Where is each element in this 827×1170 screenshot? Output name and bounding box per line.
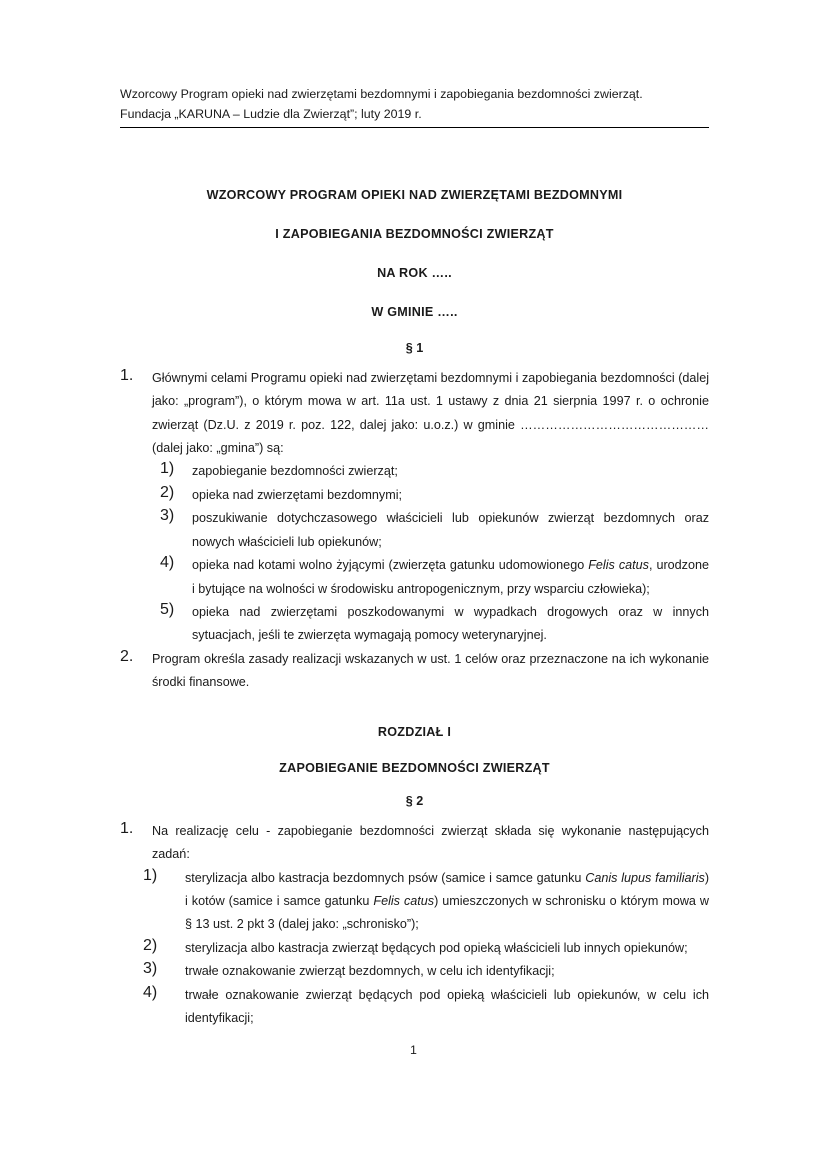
text-segment: sterylizacja albo kastracja bezdomnych psów (samice i samce gatunku xyxy=(185,870,586,885)
paragraph-mark-2: § 2 xyxy=(405,793,424,808)
list-item-text: poszukiwanie dotychczasowego właścicieli lub opiekunów zwierząt bezdomnych oraz nowych właścicieli lub opiekunów; xyxy=(192,511,709,549)
page-content xyxy=(120,84,709,1030)
paragraph-2-list xyxy=(120,820,709,1031)
species-name-italic: Felis catus xyxy=(373,893,435,908)
list-item xyxy=(143,937,709,960)
list-item-text: sterylizacja albo kastracja zwierząt będących pod opieką właścicieli lub innych opiekunów; xyxy=(185,940,688,955)
list-item-text: zapobieganie bezdomności zwierząt; xyxy=(192,464,398,479)
list-item-text xyxy=(185,867,709,937)
text-segment: , urodzone i bytujące na wolności w środowisku antropogenicznym, przy wsparciu człowieka); xyxy=(192,558,709,596)
list-marker: 3) xyxy=(143,960,158,978)
page-title-line-3: NA ROK ….. xyxy=(377,265,452,280)
list-marker: 4) xyxy=(143,983,158,1001)
paragraph-1-list xyxy=(120,367,709,695)
list-item-text xyxy=(192,554,709,601)
running-header xyxy=(120,84,709,128)
list-marker: 5) xyxy=(160,600,175,618)
list-item-text: trwałe oznakowanie zwierząt będących pod opieką właścicieli lub opiekunów, w celu ich identyfikacji; xyxy=(185,987,709,1026)
list-item xyxy=(160,554,709,601)
page-number: 1 xyxy=(410,1043,417,1057)
species-name-italic: Canis lupus familiaris xyxy=(585,870,705,885)
list-item xyxy=(143,960,709,983)
list-item xyxy=(160,507,709,554)
list-item xyxy=(160,484,709,507)
list-item xyxy=(160,460,709,483)
list-marker: 1. xyxy=(120,366,134,384)
list-item-text: Na realizację celu - zapobieganie bezdomności zwierząt składa się wykonanie następujących zadań: xyxy=(152,823,709,862)
list-marker: 2. xyxy=(120,647,134,665)
page-title-line-1: WZORCOWY PROGRAM OPIEKI NAD ZWIERZĘTAMI BEZDOMNYMI xyxy=(206,188,623,203)
text-segment: ) umieszczonych w schronisku o którym mowa w § 13 ust. 2 pkt 3 (dalej jako: „schronisko”); xyxy=(185,893,710,932)
list-marker: 2) xyxy=(143,936,158,954)
list-marker: 3) xyxy=(160,507,175,525)
list-item xyxy=(160,601,709,648)
list-item xyxy=(120,367,709,461)
list-item-text: opieka nad zwierzętami poszkodowanymi w wypadkach drogowych oraz w innych sytuacjach, jeśli te zwierzęta wymagają pomocy weterynaryjnej. xyxy=(192,604,709,643)
list-item xyxy=(143,984,709,1031)
list-marker: 1) xyxy=(143,866,158,884)
list-item-text: opieka nad zwierzętami bezdomnymi; xyxy=(192,487,402,502)
running-header-line-1: Wzorcowy Program opieki nad zwierzętami bezdomnymi i zapobiegania bezdomności zwierząt. xyxy=(120,87,643,101)
chapter-heading: ROZDZIAŁ I xyxy=(377,724,452,739)
list-marker: 4) xyxy=(160,554,175,572)
page-title-line-2: I ZAPOBIEGANIA BEZDOMNOŚCI ZWIERZĄT xyxy=(275,227,554,242)
list-marker: 2) xyxy=(160,483,175,501)
running-header-line-2: Fundacja „KARUNA – Ludzie dla Zwierząt”; luty 2019 r. xyxy=(120,107,422,122)
species-name-italic: Felis catus xyxy=(588,558,649,573)
list-item xyxy=(120,648,709,695)
list-item xyxy=(120,820,709,867)
document-title-block xyxy=(120,186,709,322)
text-segment: ) i kotów (samice i samce gatunku xyxy=(185,870,710,908)
list-marker: 1. xyxy=(120,819,134,837)
list-item-text: Program określa zasady realizacji wskazanych w ust. 1 celów oraz przeznaczone na ich wykonanie środki finansowe. xyxy=(152,651,709,690)
paragraph-mark-1: § 1 xyxy=(405,340,424,355)
list-item xyxy=(143,867,709,937)
list-item-text: trwałe oznakowanie zwierząt bezdomnych, w celu ich identyfikacji; xyxy=(185,964,555,979)
list-item-text: Głównymi celami Programu opieki nad zwierzętami bezdomnymi i zapobiegania bezdomności (dalej jako: „program”), o którym mowa w art. 11a ust. 1 ustawy z dnia 21 sierpnia 1997 r. o ochronie zwierząt (Dz.U. z 2019 r. poz. 122, dalej jako: u.o.z.) w gminie ……………………………………… (dalej jako: „gmina”) są: xyxy=(152,370,709,456)
text-segment: opieka nad kotami wolno żyjącymi (zwierzęta gatunku udomowionego xyxy=(192,558,589,573)
list-marker: 1) xyxy=(160,460,175,478)
chapter-subheading: ZAPOBIEGANIE BEZDOMNOŚCI ZWIERZĄT xyxy=(279,760,550,775)
page-title-line-4: W GMINIE ….. xyxy=(371,304,458,319)
